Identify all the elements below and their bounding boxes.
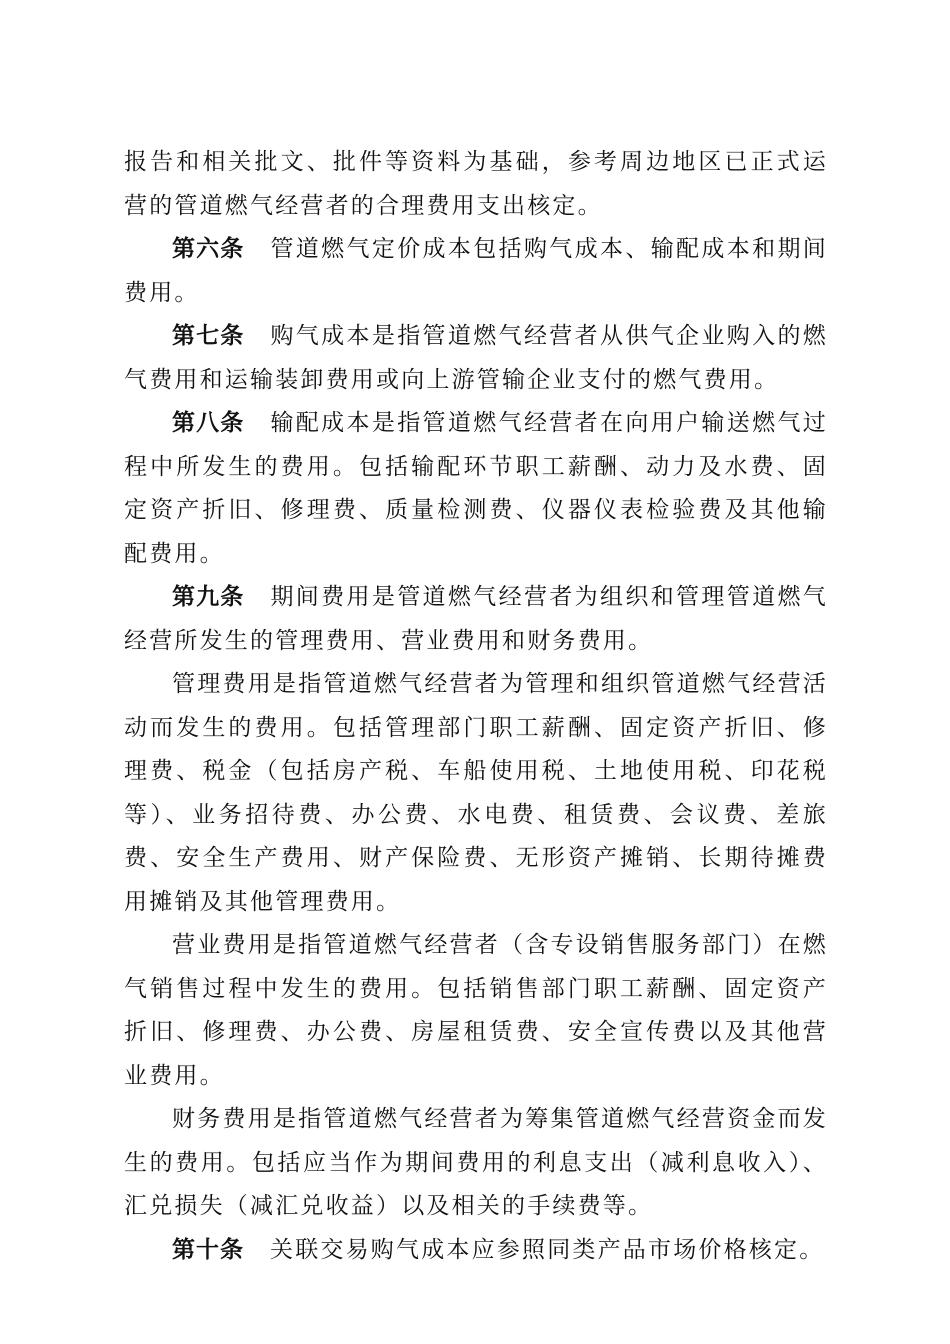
article-heading: 第六条	[172, 236, 245, 262]
article-7	[124, 315, 828, 402]
paragraph-text: 关联交易购气成本应参照同类产品市场价格核定。	[270, 1236, 825, 1263]
paragraph-text: 购气成本是指管道燃气经营者从供气企业购入的燃气费用和运输装卸费用或向上游管输企业支付的燃气费用。	[124, 323, 828, 393]
article-heading: 第七条	[172, 323, 245, 349]
paragraph-financial-fees	[124, 1098, 828, 1229]
paragraph-text: 财务费用是指管道燃气经营者为筹集管道燃气经营资金而发生的费用。包括应当作为期间费用的利息支出（减利息收入）、汇兑损失（减汇兑收益）以及相关的手续费等。	[124, 1106, 828, 1219]
paragraph-operating-fees	[124, 924, 828, 1098]
paragraph-text: 营业费用是指管道燃气经营者（含专设销售服务部门）在燃气销售过程中发生的费用。包括销售部门职工薪酬、固定资产折旧、修理费、办公费、房屋租赁费、安全宣传费以及其他营业费用。	[124, 932, 828, 1089]
paragraph-text: 输配成本是指管道燃气经营者在向用户输送燃气过程中所发生的费用。包括输配环节职工薪酬、动力及水费、固定资产折旧、修理费、质量检测费、仪器仪表检验费及其他输配费用。	[124, 410, 828, 567]
article-heading: 第九条	[172, 584, 245, 610]
article-heading: 第八条	[172, 410, 245, 436]
paragraph-text: 期间费用是管道燃气经营者为组织和管理管道燃气经营所发生的管理费用、营业费用和财务费用。	[124, 584, 828, 654]
article-8	[124, 402, 828, 576]
paragraph-management-fees	[124, 663, 828, 924]
paragraph-continuation	[124, 141, 828, 228]
paragraph-text: 管理费用是指管道燃气经营者为管理和组织管道燃气经营活动而发生的费用。包括管理部门职工薪酬、固定资产折旧、修理费、税金（包括房产税、车船使用税、土地使用税、印花税等）、业务招待费、办公费、水电费、租赁费、会议费、差旅费、安全生产费用、财产保险费、无形资产摊销、长期待摊费用摊销及其他管理费用。	[124, 671, 828, 915]
paragraph-text: 管道燃气定价成本包括购气成本、输配成本和期间费用。	[124, 236, 828, 306]
article-heading: 第十条	[172, 1236, 244, 1263]
article-9	[124, 576, 828, 663]
document-page	[124, 141, 828, 1272]
article-6	[124, 228, 828, 315]
paragraph-text: 报告和相关批文、批件等资料为基础，参考周边地区已正式运营的管道燃气经营者的合理费用支出核定。	[124, 149, 828, 219]
article-10	[124, 1229, 828, 1273]
